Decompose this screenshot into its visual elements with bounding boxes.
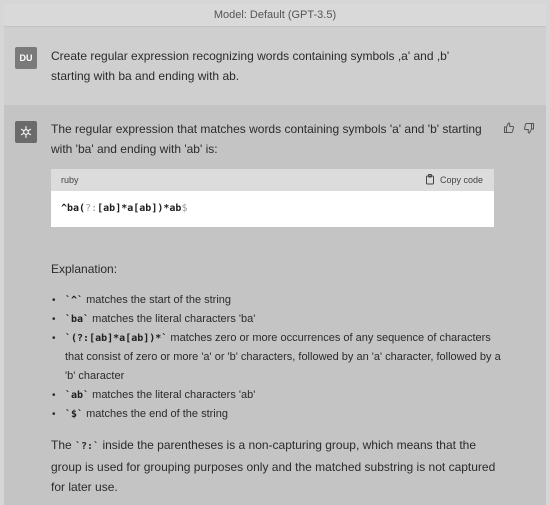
inline-code: `ba` [65, 314, 90, 325]
list-item [51, 405, 503, 424]
thumbs-up-icon[interactable] [502, 121, 516, 135]
code-segment: $ [181, 203, 188, 214]
list-item [51, 386, 503, 405]
code-segment: ?: [85, 203, 98, 214]
user-message-text: Create regular expression recognizing words containing symbols ,a' and ,b' starting with ba and ending with ab. [51, 49, 450, 83]
copy-code-label: Copy code [439, 175, 483, 185]
explanation-list [51, 291, 503, 424]
closing-text: The [51, 438, 76, 452]
list-item-text: matches zero or more occurrences of any sequence of characters that consist of zero or more 'a' or 'b' characters, followed by an 'a' character, followed by a 'b' character [65, 332, 501, 382]
list-item-text: matches the start of the string [83, 294, 232, 306]
assistant-message [4, 105, 546, 505]
thumbs-down-icon[interactable] [522, 121, 536, 135]
closing-text: inside the parentheses is a non-capturing group, which means that the group is used for grouping purposes only and the matched substring is not captured for later use. [51, 438, 496, 494]
model-indicator: Model: Default (GPT-3.5) [4, 4, 546, 27]
feedback-controls [502, 121, 536, 135]
inline-code: `^` [65, 295, 84, 306]
list-item-text: matches the end of the string [83, 408, 228, 420]
inline-code: `(?:[ab]*a[ab])*` [65, 333, 168, 344]
code-block [51, 169, 494, 227]
explanation-heading: Explanation: [51, 262, 118, 276]
chat-window [4, 4, 546, 494]
user-message [4, 27, 546, 105]
list-item [51, 329, 503, 386]
inline-code: `ab` [65, 390, 90, 401]
list-item-text: matches the literal characters 'ab' [89, 389, 256, 401]
assistant-intro: The regular expression that matches words containing symbols 'a' and 'b' starting with 'ba' and ending with 'ab' is: [51, 122, 482, 156]
list-item-text: matches the literal characters 'ba' [89, 313, 256, 325]
copy-code-button[interactable] [425, 174, 483, 187]
code-content [51, 191, 494, 227]
inline-code: `$` [65, 409, 84, 420]
openai-logo-icon [15, 121, 37, 143]
list-item [51, 291, 503, 310]
code-segment: [ab]*a[ab])*ab [97, 203, 182, 214]
clipboard-icon [425, 174, 435, 187]
code-language-label: ruby [61, 175, 79, 185]
closing-paragraph [51, 435, 501, 497]
list-item [51, 310, 503, 329]
code-segment: ^ba( [61, 203, 86, 214]
user-avatar: DU [15, 47, 37, 69]
code-block-header [51, 169, 494, 191]
inline-code: `?:` [75, 441, 100, 452]
